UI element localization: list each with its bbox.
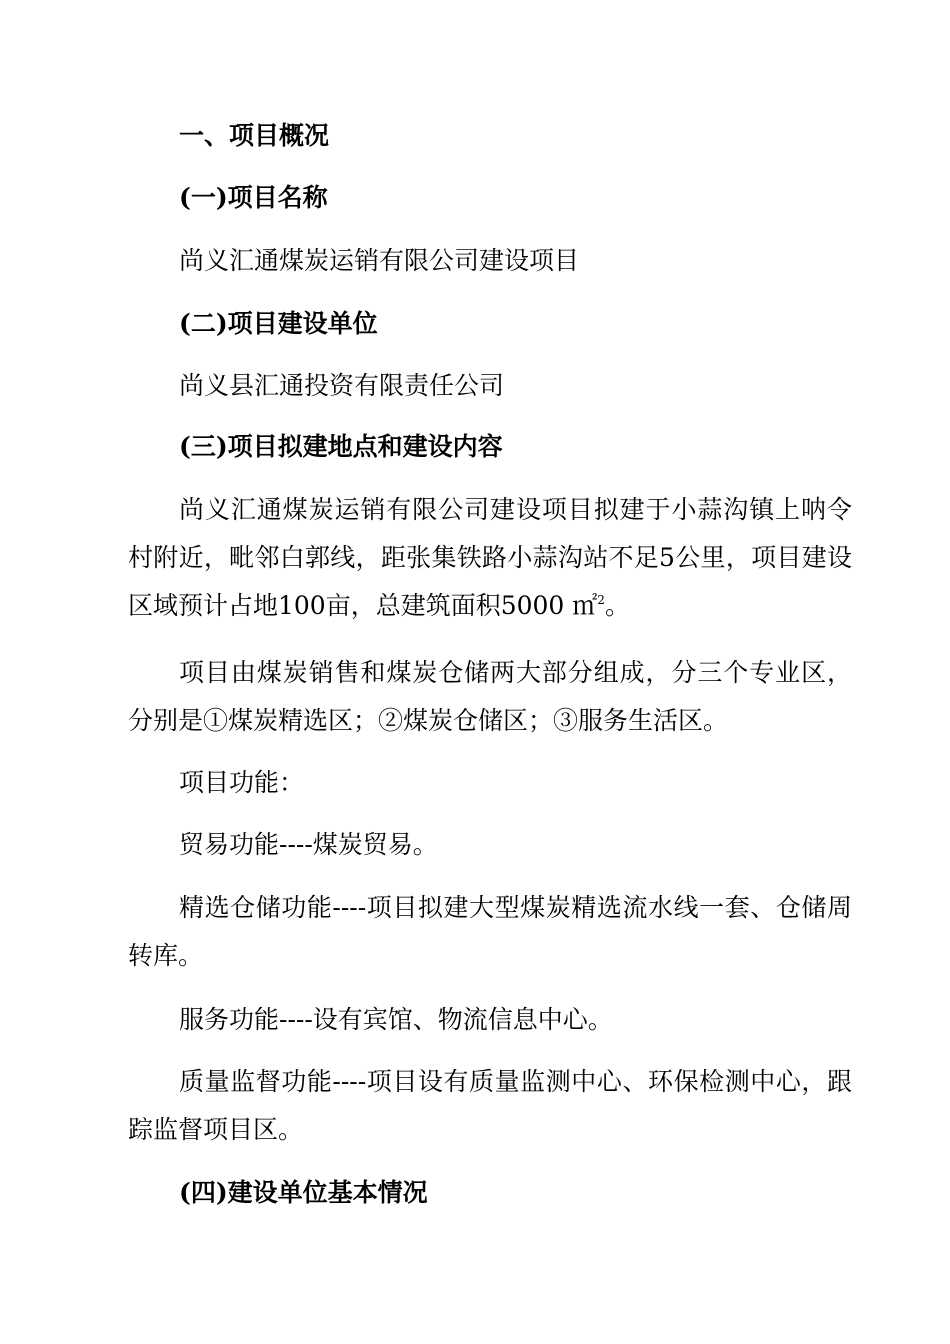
site-paragraph-end: 。 (604, 591, 630, 620)
functions-label: 项目功能： (179, 768, 305, 797)
project-name-heading: (一)项目名称 (179, 183, 328, 212)
composition-paragraph: 项目由煤炭销售和煤炭仓储两大部分组成，分三个专业区，分别是①煤炭精选区；②煤炭仓储区；③服务生活区。 (128, 658, 852, 735)
project-name-text: 尚义汇通煤炭运销有限公司建设项目 (179, 246, 580, 275)
site-paragraph (128, 486, 852, 630)
site-content-heading: (三)项目拟建地点和建设内容 (179, 432, 503, 461)
quality-function-text: 质量监督功能----项目设有质量监测中心、环保检测中心，跟踪监督项目区。 (128, 1067, 852, 1144)
section-heading: 一、项目概况 (179, 121, 330, 150)
construction-unit-heading: (二)项目建设单位 (179, 309, 378, 338)
basic-info-heading: (四)建设单位基本情况 (179, 1178, 428, 1207)
superscript-two: 2 (597, 593, 605, 607)
storage-function-text: 精选仓储功能----项目拟建大型煤炭精选流水线一套、仓储周转库。 (128, 893, 852, 970)
construction-unit-text: 尚义县汇通投资有限责任公司 (179, 371, 505, 400)
site-paragraph-main: 尚义汇通煤炭运销有限公司建设项目拟建于小蒜沟镇上呐令村附近，毗邻白郭线，距张集铁路小蒜沟站不足5公里，项目建设区域预计占地100亩，总建筑面积5000 ㎡ (128, 495, 852, 620)
trade-function-text: 贸易功能----煤炭贸易。 (179, 830, 438, 859)
service-function-text: 服务功能----设有宾馆、物流信息中心。 (179, 1005, 613, 1034)
